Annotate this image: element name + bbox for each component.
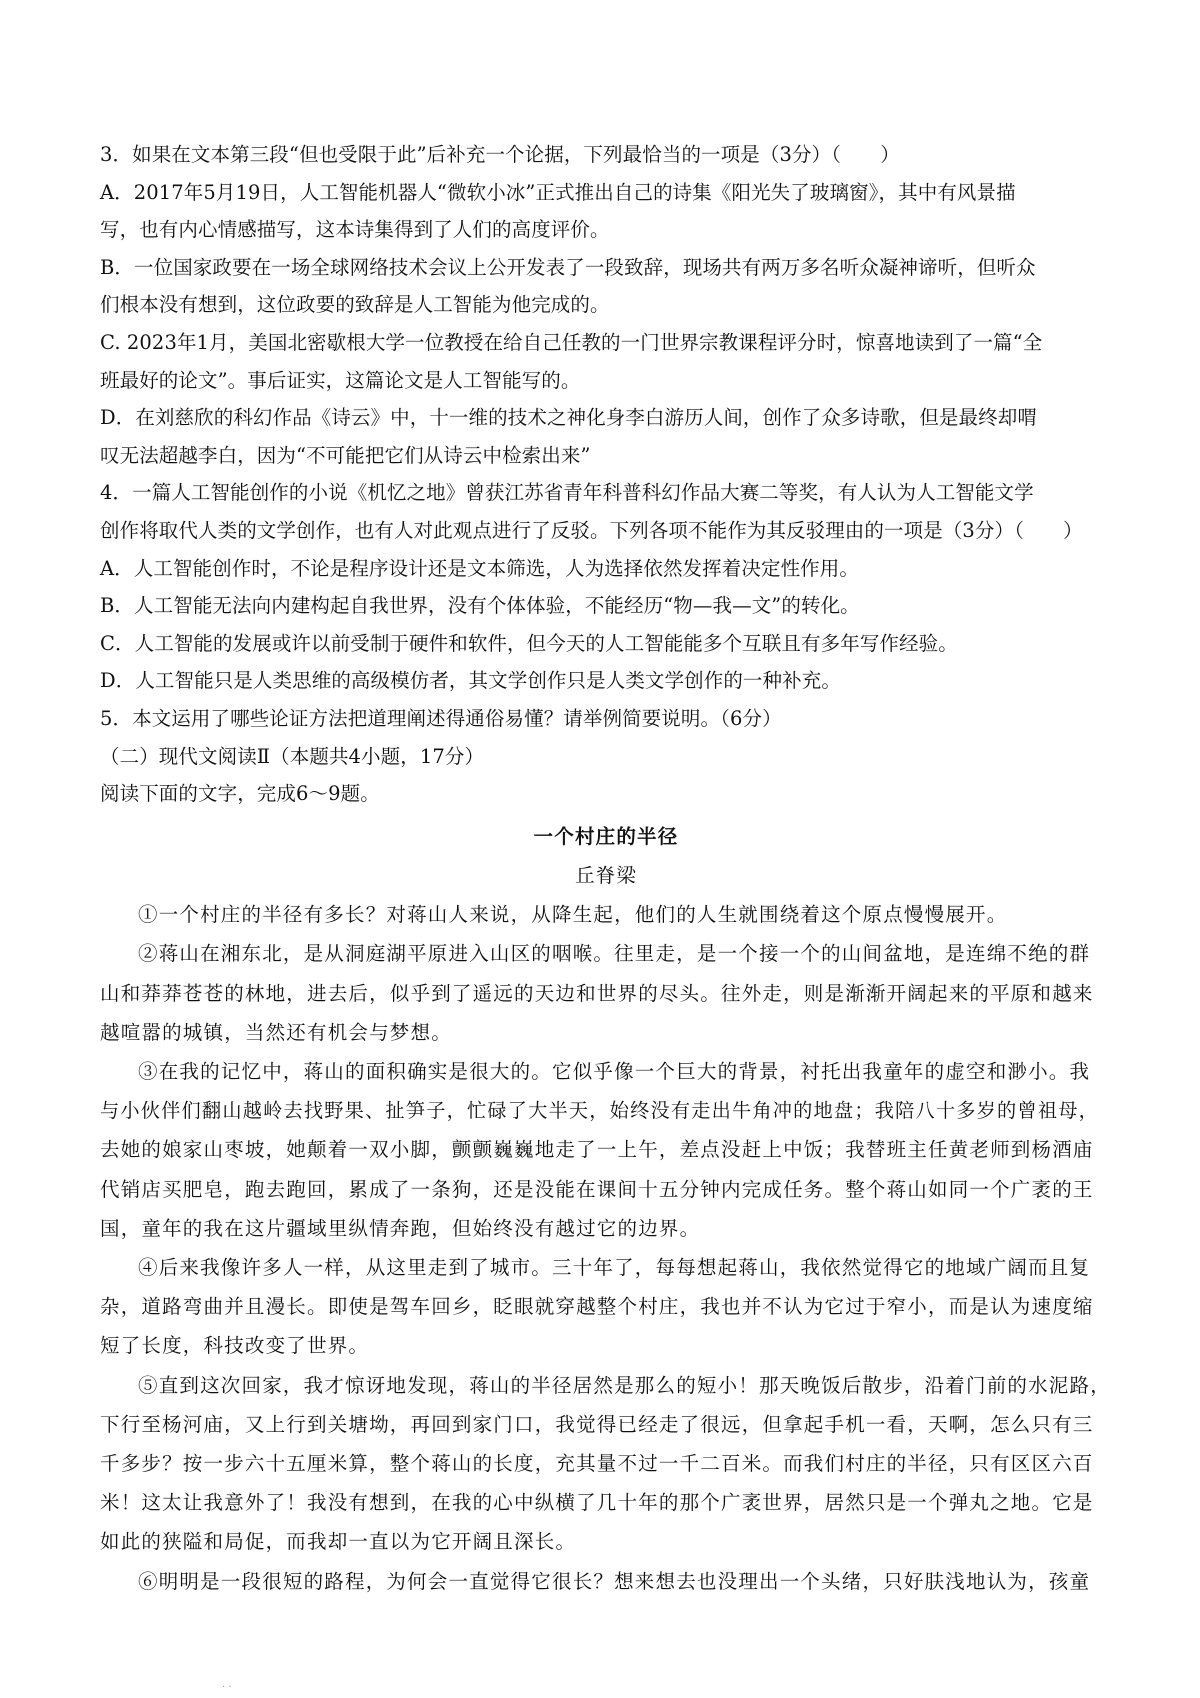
paragraph-5-line: 千多步？按一步六十五厘米算，整个蒋山的长度，充其量不过一千二百米。而我们村庄的半径，只有区区六百 xyxy=(100,1451,1094,1475)
section-heading: （二）现代文阅读Ⅱ（本题共4小题，17分） xyxy=(100,744,485,768)
paragraph-6-line: ⑥明明是一段很短的路程，为何会一直觉得它很长？想来想去也没理出一个头绪，只好肤浅地认为，孩童 xyxy=(138,1569,1091,1593)
paragraph-3-line: 国，童年的我在这片疆域里纵情奔跑，但始终没有越过它的边界。 xyxy=(100,1216,701,1240)
paragraph-3-line: 代销店买肥皂，跑去跑回，累成了一条狗，还是没能在课间十五分钟内完成任务。整个蒋山如同一个广袤的王 xyxy=(100,1177,1094,1201)
paragraph-4-line: 短了长度，科技改变了世界。 xyxy=(100,1334,370,1358)
q3-option-c-line-2: 班最好的论文”。事后证实，这篇论文是人工智能写的。 xyxy=(100,368,581,392)
q3-option-c-line-1: C. 2023年1月，美国北密歇根大学一位教授在给自己任教的一门世界宗教课程评分时，惊喜地读到了一篇“全 xyxy=(100,330,1043,354)
paragraph-5-line: 米！这太让我意外了！我没有想到，在我的心中纵横了几十年的那个广袤世界，居然只是一个弹丸之地。它是 xyxy=(100,1491,1094,1515)
paragraph-3-line: 与小伙伴们翻山越岭去找野果、扯笋子，忙碌了大半天，始终没有走出牛角冲的地盘；我陪八十多岁的曾祖母， xyxy=(100,1099,1099,1123)
question-5: 5．本文运用了哪些论证方法把道理阐述得通俗易懂？请举例简要说明。（6分） xyxy=(100,706,782,730)
essay-title: 一个村庄的半径 xyxy=(533,824,679,848)
essay xyxy=(100,817,1112,1601)
paragraph-3-line: 去她的娘家山枣坡，她颠着一双小脚，颤颤巍巍地走了一上午，差点没赶上中饭；我替班主任黄老师到杨酒庙 xyxy=(100,1138,1094,1162)
q3-option-b-line-2: 们根本没有想到，这位政要的致辞是人工智能为他完成的。 xyxy=(100,293,610,317)
paragraph-5-line: 下行至杨河庙，又上行到关塘坳，再回到家门口，我觉得已经走了很远，但拿起手机一看，天啊，怎么只有三 xyxy=(100,1412,1094,1436)
q4-option-c: C．人工智能的发展或许以前受制于硬件和软件，但今天的人工智能能多个互联且有多年写作经验。 xyxy=(100,631,958,655)
q4-option-a: A．人工智能创作时，不论是程序设计还是文本筛选，人为选择依然发挥着决定性作用。 xyxy=(100,556,859,580)
paragraph-5-line: 如此的狭隘和局促，而我却一直以为它开阔且深长。 xyxy=(100,1530,577,1554)
paragraph-4-line: 杂，道路弯曲并且漫长。即使是驾车回乡，眨眼就穿越整个村庄，我也并不认为它过于窄小，而是认为速度缩 xyxy=(100,1295,1094,1319)
paragraph-5-line: ⑤直到这次回家，我才惊讶地发现，蒋山的半径居然是那么的短小！那天晚饭后散步，沿着门前的水泥路， xyxy=(138,1373,1111,1397)
q3-option-b-line-1: B．一位国家政要在一场全球网络技术会议上公开发表了一段致辞，现场共有两万多名听众凝神谛听，但听众 xyxy=(100,255,1036,279)
paragraph-2-line: 山和莽莽苍苍的林地，进去后，似乎到了遥远的天边和世界的尽头。往外走，则是渐渐开阔起来的平原和越来 xyxy=(100,981,1094,1005)
reading-instruction: 阅读下面的文字，完成6～9题。 xyxy=(100,782,380,806)
essay-author: 丘脊梁 xyxy=(574,863,638,887)
q4-option-b: B．人工智能无法向内建构起自我世界，没有个体体验，不能经历“物—我—文”的转化。 xyxy=(100,594,860,618)
question-4-stem-line-2: 创作将取代人类的文学创作，也有人对此观点进行了反驳。下列各项不能作为其反驳理由的一项是（3分）（ ） xyxy=(100,518,1083,542)
paragraph-2-line: ②蒋山在湘东北，是从洞庭湖平原进入山区的咽喉。往里走，是一个接一个的山间盆地，是连绵不绝的群 xyxy=(138,942,1091,966)
page-footer-mark: . . xyxy=(222,1679,232,1690)
q3-option-a-line-2: 写，也有内心情感描写，这本诗集得到了人们的高度评价。 xyxy=(100,218,610,242)
paragraph-2-line: 越喧嚣的城镇，当然还有机会与梦想。 xyxy=(100,1020,452,1044)
q4-option-d: D．人工智能只是人类思维的高级模仿者，其文学创作只是人类文学创作的一种补充。 xyxy=(100,669,841,693)
q3-option-a-line-1: A．2017年5月19日，人工智能机器人“微软小冰”正式推出自己的诗集《阳光失了玻璃窗》，其中有风景描 xyxy=(100,180,1016,204)
exam-page xyxy=(100,136,1112,1601)
question-4-stem-line-1: 4．一篇人工智能创作的小说《机忆之地》曾获江苏省青年科普科幻作品大赛二等奖，有人认为人工智能文学 xyxy=(100,481,1034,505)
paragraph-3-line: ③在我的记忆中，蒋山的面积确实是很大的。它似乎像一个巨大的背景，衬托出我童年的虚空和渺小。我 xyxy=(138,1059,1091,1083)
q3-option-d-line-2: 叹无法超越李白，因为“不可能把它们从诗云中检索出来” xyxy=(100,443,591,467)
question-3-stem: 3．如果在文本第三段“但也受限于此”后补充一个论据，下列最恰当的一项是（3分）（ ） xyxy=(100,143,900,166)
paragraph-1-line: ①一个村庄的半径有多长？对蒋山人来说，从降生起，他们的人生就围绕着这个原点慢慢展开。 xyxy=(138,903,1008,927)
paragraph-4-line: ④后来我像许多人一样，从这里走到了城市。三十年了，每每想起蒋山，我依然觉得它的地域广阔而且复 xyxy=(138,1255,1091,1279)
q3-option-d-line-1: D．在刘慈欣的科幻作品《诗云》中，十一维的技术之神化身李白游历人间，创作了众多诗歌，但是最终却喟 xyxy=(100,406,1037,430)
